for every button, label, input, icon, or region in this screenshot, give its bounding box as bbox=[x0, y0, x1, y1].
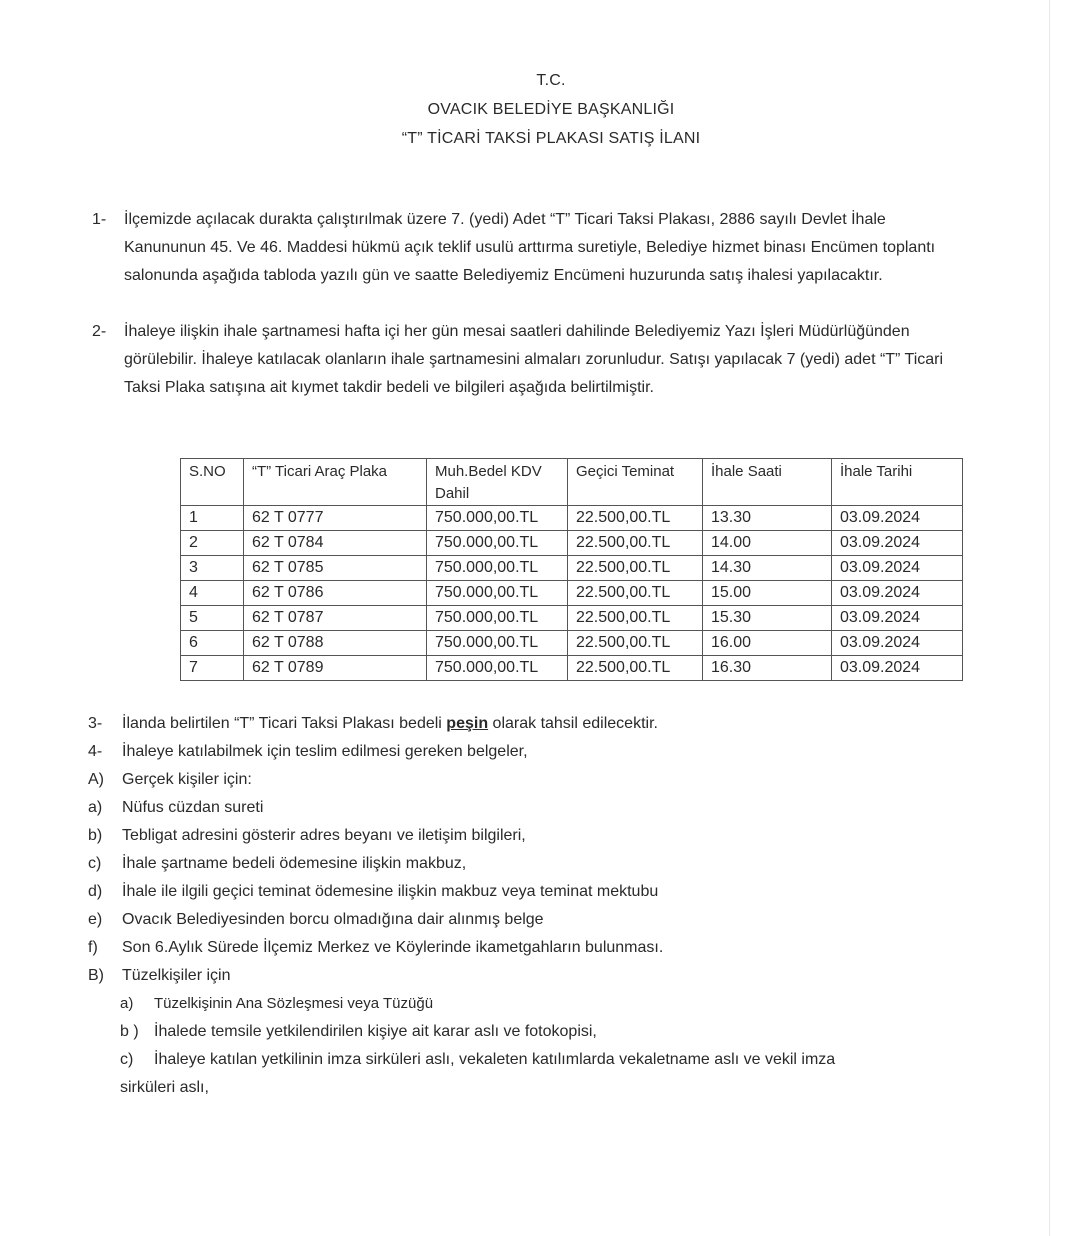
table-cell: 5 bbox=[181, 606, 244, 631]
table-cell: 15.30 bbox=[703, 606, 832, 631]
item-b-text: Tebligat adresini gösterir adres beyanı ve iletişim bilgileri, bbox=[122, 827, 526, 844]
table-cell: 750.000,00.TL bbox=[427, 656, 568, 681]
table-cell: 62 T 0784 bbox=[244, 531, 427, 556]
table-body bbox=[181, 506, 963, 681]
table-cell: 14.00 bbox=[703, 531, 832, 556]
item-3-emphasis: peşin bbox=[446, 715, 489, 732]
item-e-text: Ovacık Belediyesinden borcu olmadığına dair alınmış belge bbox=[122, 911, 544, 928]
item-B-a-text: Tüzelkişinin Ana Sözleşmesi veya Tüzüğü bbox=[154, 995, 434, 1012]
table-header-cell: Geçici Teminat bbox=[568, 459, 703, 506]
item-c-label: c) bbox=[88, 855, 102, 872]
table-header-row bbox=[181, 459, 963, 506]
table-cell: 1 bbox=[181, 506, 244, 531]
item-a-text: Nüfus cüzdan sureti bbox=[122, 799, 264, 816]
item-3-text-pre: İlanda belirtilen “T” Ticari Taksi Plakası bedeli bbox=[122, 715, 447, 732]
item-f-text: Son 6.Aylık Sürede İlçemiz Merkez ve Köylerinde ikametgahların bulunması. bbox=[122, 939, 664, 956]
table-cell: 62 T 0786 bbox=[244, 581, 427, 606]
table-cell: 03.09.2024 bbox=[832, 631, 963, 656]
table-cell: 2 bbox=[181, 531, 244, 556]
table-cell: 62 T 0788 bbox=[244, 631, 427, 656]
item-A-text: Gerçek kişiler için: bbox=[122, 771, 252, 788]
table-cell: 3 bbox=[181, 556, 244, 581]
table-cell: 750.000,00.TL bbox=[427, 556, 568, 581]
header-title: “T” TİCARİ TAKSİ PLAKASI SATIŞ İLANI bbox=[401, 130, 701, 147]
item-B-text: Tüzelkişiler için bbox=[122, 967, 231, 984]
table-cell: 6 bbox=[181, 631, 244, 656]
table-cell: 03.09.2024 bbox=[832, 606, 963, 631]
table-header-cell: “T” Ticari Araç Plaka bbox=[244, 459, 427, 506]
table-cell: 22.500,00.TL bbox=[568, 581, 703, 606]
item-paragraph-1: İlçemizde açılacak durakta çalıştırılmak üzere 7. (yedi) Adet “T” Ticari Taksi Plakası, 2886 sayılı Devlet İhale Kanununun 45. Ve 46. Maddesi hükmü açık teklif usulü arttırma suretiyle, Belediye hizmet binası Encümen toplantı salonunda aşağıda tabloda yazılı gün ve saatte Belediyemiz Encümeni huzurunda satış ihalesi yapılacaktır. bbox=[124, 211, 936, 284]
table-cell: 750.000,00.TL bbox=[427, 506, 568, 531]
item-4-label: 4- bbox=[88, 743, 103, 760]
table-cell: 14.30 bbox=[703, 556, 832, 581]
table-header-cell: S.NO bbox=[181, 459, 244, 506]
table-header-cell: İhale Saati bbox=[703, 459, 832, 506]
table-cell: 62 T 0777 bbox=[244, 506, 427, 531]
item-number-2: 2- bbox=[92, 323, 107, 340]
item-B-a-label: a) bbox=[120, 995, 134, 1012]
table-cell: 13.30 bbox=[703, 506, 832, 531]
table-cell: 750.000,00.TL bbox=[427, 581, 568, 606]
table-row bbox=[181, 531, 963, 556]
table-cell: 22.500,00.TL bbox=[568, 656, 703, 681]
item-B-c-text: İhaleye katılan yetkilinin imza sirküleri aslı, vekaleten katılımlarda vekaletname aslı ve vekil imza bbox=[154, 1051, 836, 1068]
table-cell: 22.500,00.TL bbox=[568, 506, 703, 531]
table-cell: 750.000,00.TL bbox=[427, 631, 568, 656]
table-cell: 16.30 bbox=[703, 656, 832, 681]
table-cell: 62 T 0787 bbox=[244, 606, 427, 631]
item-B-c-text-line2: sirküleri aslı, bbox=[120, 1079, 209, 1096]
table-row bbox=[181, 506, 963, 531]
item-B-b-label: b ) bbox=[120, 1023, 139, 1040]
table-row bbox=[181, 556, 963, 581]
item-4-text: İhaleye katılabilmek için teslim edilmesi gereken belgeler, bbox=[122, 743, 528, 760]
item-A-label: A) bbox=[88, 771, 104, 788]
table-row bbox=[181, 631, 963, 656]
table-cell: 03.09.2024 bbox=[832, 581, 963, 606]
plate-table bbox=[180, 458, 963, 681]
table-row bbox=[181, 581, 963, 606]
table-header-cell: Muh.Bedel KDV Dahil bbox=[427, 459, 568, 506]
item-number-1: 1- bbox=[92, 211, 107, 228]
item-3-text bbox=[122, 710, 658, 738]
header-institution: OVACIK BELEDİYE BAŞKANLIĞI bbox=[427, 101, 675, 118]
table-cell: 750.000,00.TL bbox=[427, 531, 568, 556]
item-b-label: b) bbox=[88, 827, 103, 844]
table-row bbox=[181, 606, 963, 631]
item-B-c-label: c) bbox=[120, 1051, 134, 1068]
table-cell: 15.00 bbox=[703, 581, 832, 606]
header-tc: T.C. bbox=[536, 72, 566, 89]
table-cell: 62 T 0789 bbox=[244, 656, 427, 681]
item-e-label: e) bbox=[88, 911, 103, 928]
item-3-text-post: olarak tahsil edilecektir. bbox=[488, 715, 658, 732]
table-cell: 22.500,00.TL bbox=[568, 606, 703, 631]
item-d-label: d) bbox=[88, 883, 103, 900]
table-cell: 03.09.2024 bbox=[832, 556, 963, 581]
table-cell: 03.09.2024 bbox=[832, 506, 963, 531]
item-c-text: İhale şartname bedeli ödemesine ilişkin makbuz, bbox=[122, 855, 467, 872]
table-cell: 16.00 bbox=[703, 631, 832, 656]
table-cell: 22.500,00.TL bbox=[568, 531, 703, 556]
scan-edge-line bbox=[1049, 0, 1050, 1236]
table-cell: 750.000,00.TL bbox=[427, 606, 568, 631]
table-cell: 62 T 0785 bbox=[244, 556, 427, 581]
table-cell: 22.500,00.TL bbox=[568, 556, 703, 581]
table-cell: 03.09.2024 bbox=[832, 656, 963, 681]
item-d-text: İhale ile ilgili geçici teminat ödemesine ilişkin makbuz veya teminat mektubu bbox=[122, 883, 659, 900]
table-cell: 22.500,00.TL bbox=[568, 631, 703, 656]
table-cell: 03.09.2024 bbox=[832, 531, 963, 556]
item-B-label: B) bbox=[88, 967, 104, 984]
item-3-label: 3- bbox=[88, 715, 103, 732]
table-header-cell: İhale Tarihi bbox=[832, 459, 963, 506]
item-a-label: a) bbox=[88, 799, 103, 816]
item-paragraph-2: İhaleye ilişkin ihale şartnamesi hafta içi her gün mesai saatleri dahilinde Belediyemiz Yazı İşleri Müdürlüğünden görülebilir. İhaleye katılacak olanların ihale şartnamesini almaları zorunludur. Satışı yapılacak 7 (yedi) adet “T” Ticari Taksi Plaka satışına ait kıymet takdir bedeli ve bilgileri aşağıda belirtilmiştir. bbox=[124, 323, 944, 396]
table-cell: 4 bbox=[181, 581, 244, 606]
table-cell: 7 bbox=[181, 656, 244, 681]
table-row bbox=[181, 656, 963, 681]
item-f-label: f) bbox=[88, 939, 98, 956]
document-header bbox=[0, 66, 1080, 153]
item-B-b-text: İhalede temsile yetkilendirilen kişiye ait karar aslı ve fotokopisi, bbox=[154, 1023, 597, 1040]
